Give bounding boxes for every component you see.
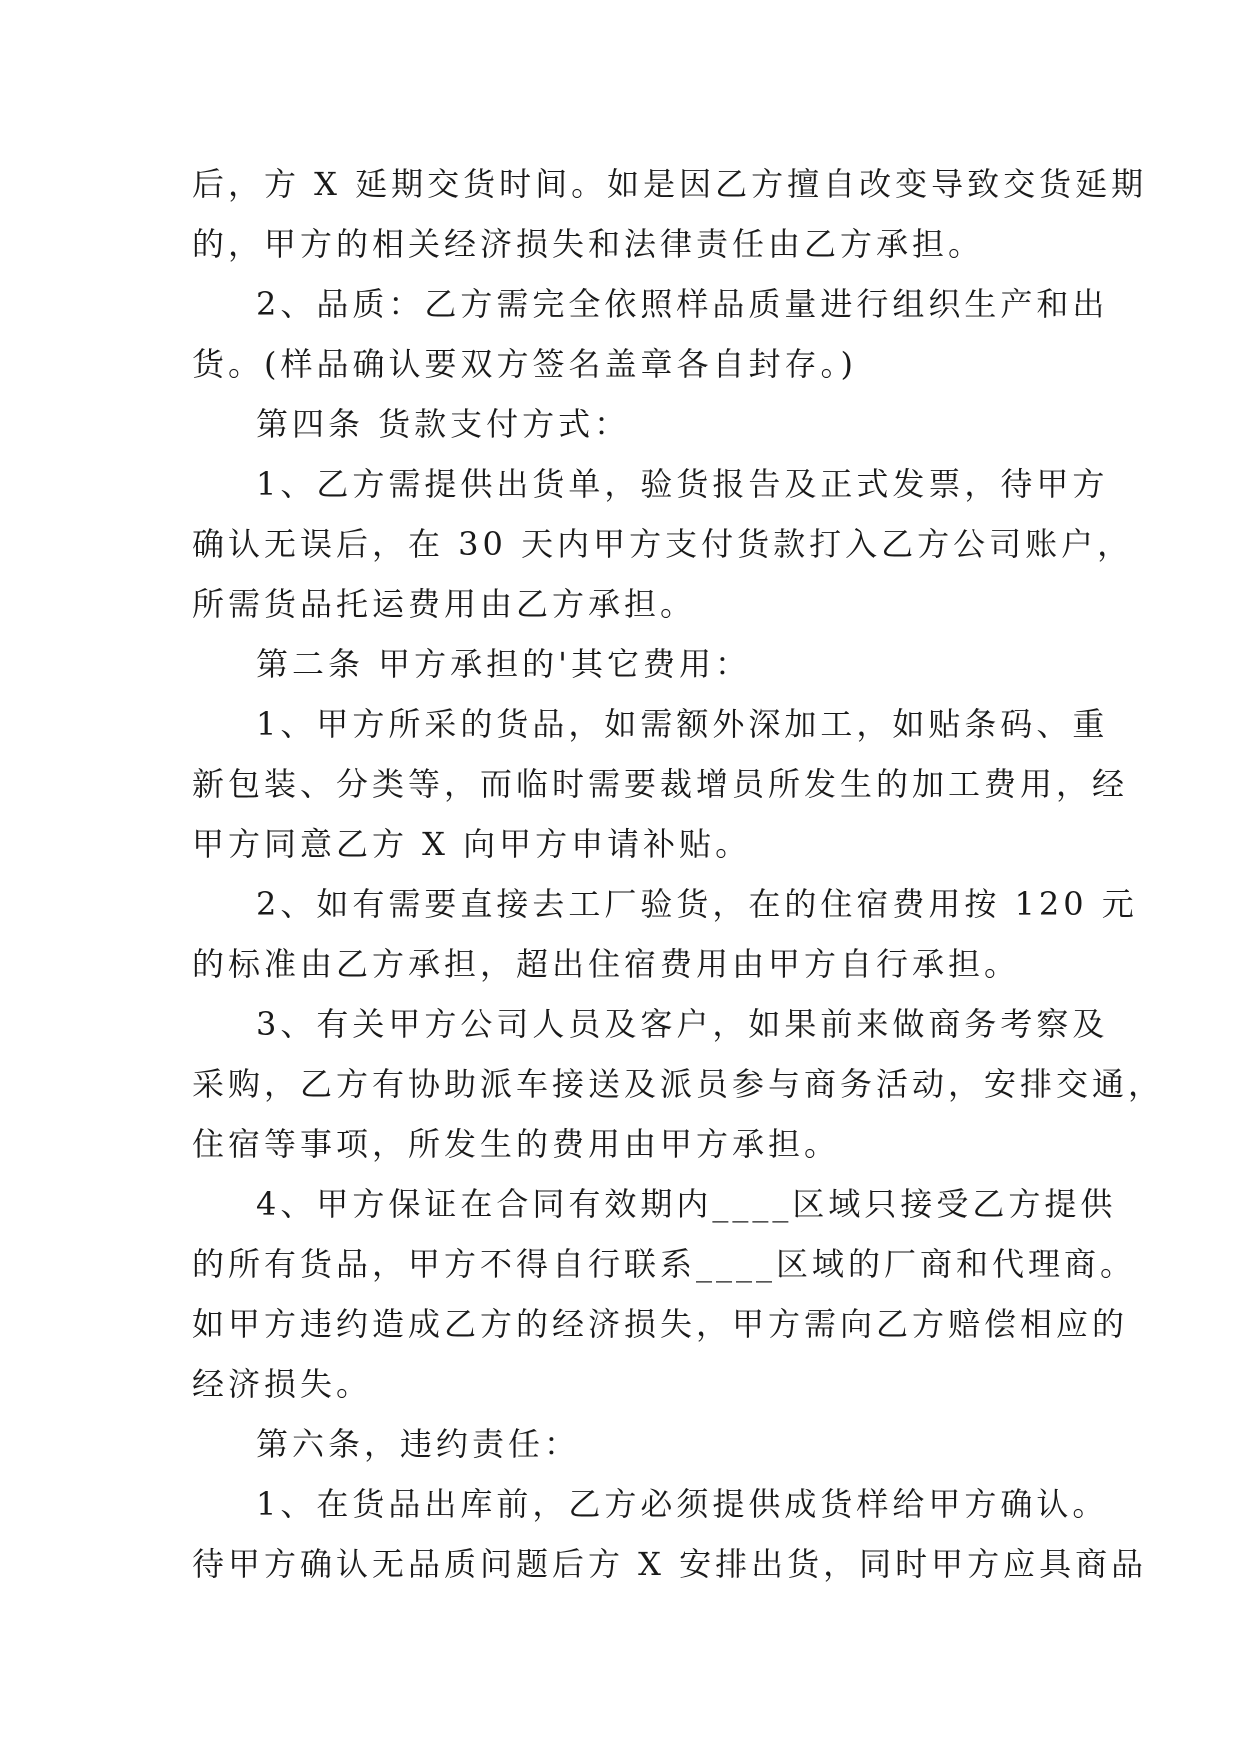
text-line: 2、品质：乙方需完全依照样品质量进行组织生产和出 — [256, 285, 1109, 323]
text-line: 3、有关甲方公司人员及客户，如果前来做商务考察及 — [256, 1005, 1109, 1043]
text-line: 甲方同意乙方 X 向甲方申请补贴。 — [192, 825, 752, 863]
text-line: 经济损失。 — [192, 1365, 373, 1403]
text-line: 的所有货品，甲方不得自行联系____区域的厂商和代理商。 — [192, 1245, 1137, 1283]
text-line: 如甲方违约造成乙方的经济损失，甲方需向乙方赔偿相应的 — [192, 1305, 1129, 1343]
text-line: 2、如有需要直接去工厂验货，在的住宿费用按 120 元 — [256, 885, 1138, 923]
text-line: 的，甲方的相关经济损失和法律责任由乙方承担。 — [192, 225, 985, 263]
section-heading: 第六条，违约责任： — [256, 1425, 581, 1463]
section-heading: 第二条 甲方承担的'其它费用： — [256, 645, 751, 683]
text-line: 的标准由乙方承担，超出住宿费用由甲方自行承担。 — [192, 945, 1021, 983]
text-line: 4、甲方保证在合同有效期内____区域只接受乙方提供 — [256, 1185, 1117, 1223]
text-line: 货。(样品确认要双方签名盖章各自封存。) — [192, 345, 857, 383]
text-line: 待甲方确认无品质问题后方 X 安排出货，同时甲方应具商品 — [192, 1545, 1148, 1583]
text-line: 1、乙方需提供出货单，验货报告及正式发票，待甲方 — [256, 465, 1109, 503]
text-line: 所需货品托运费用由乙方承担。 — [192, 585, 697, 623]
text-line: 1、在货品出库前，乙方必须提供成货样给甲方确认。 — [256, 1485, 1109, 1523]
contract-text — [192, 154, 1165, 1594]
text-line: 住宿等事项，所发生的费用由甲方承担。 — [192, 1125, 841, 1163]
text-line: 1、甲方所采的货品，如需额外深加工，如贴条码、重 — [256, 705, 1109, 743]
text-line: 采购，乙方有协助派车接送及派员参与商务活动，安排交通， — [192, 1065, 1165, 1103]
text-line: 确认无误后，在 30 天内甲方支付货款打入乙方公司账户， — [192, 525, 1134, 563]
section-heading: 第四条 货款支付方式： — [256, 405, 631, 443]
text-line: 后，方 X 延期交货时间。如是因乙方擅自改变导致交货延期 — [192, 165, 1148, 203]
text-line: 新包装、分类等，而临时需要裁增员所发生的加工费用，经 — [192, 765, 1129, 803]
